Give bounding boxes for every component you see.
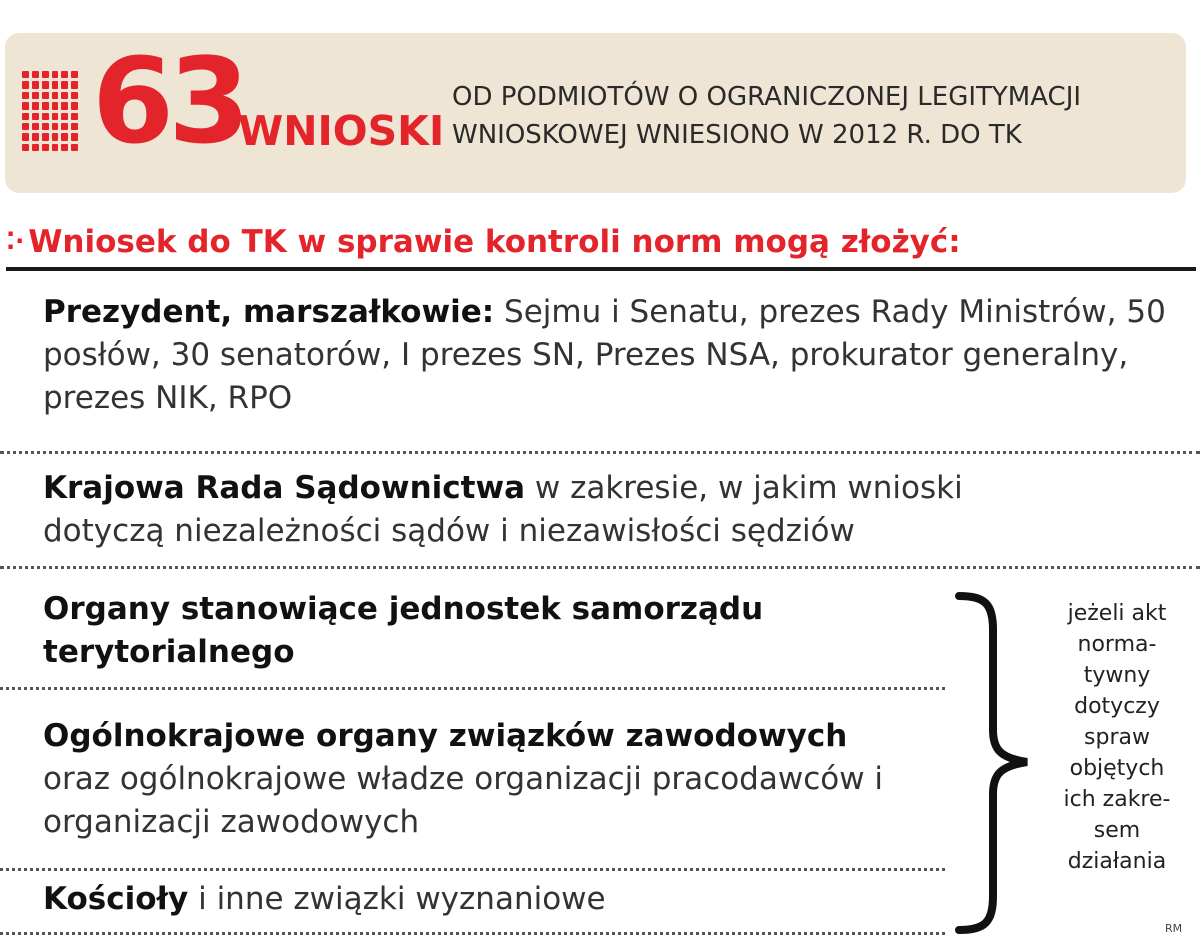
dot	[71, 123, 78, 130]
section-title-text: Wniosek do TK w sprawie kontroli norm mogą złożyć:	[28, 224, 961, 260]
dot	[61, 81, 68, 88]
divider	[0, 687, 945, 690]
dot	[32, 123, 39, 130]
dot	[32, 71, 39, 78]
dot	[71, 102, 78, 109]
dot	[42, 71, 49, 78]
dot	[22, 81, 29, 88]
item-text: w zakresie, w jakim wnioski dotyczą niezależności sądów i niezawisłości sędziów	[43, 470, 963, 549]
title-rule	[6, 267, 1196, 271]
dot	[71, 81, 78, 88]
dot	[61, 102, 68, 109]
list-item	[43, 588, 923, 674]
dot	[42, 123, 49, 130]
divider	[0, 868, 945, 871]
dot	[22, 133, 29, 140]
dot	[52, 81, 59, 88]
stat-description: OD PODMIOTÓW O OGRANICZONEJ LEGITYMACJI WNIOSKOWEJ WNIESIONO W 2012 R. DO TK	[452, 82, 1082, 150]
dot	[32, 102, 39, 109]
item-bold: Organy stanowiące jednostek samorządu terytorialnego	[43, 591, 764, 670]
dot	[52, 113, 59, 120]
dot	[32, 144, 39, 151]
dot	[42, 144, 49, 151]
divider	[0, 566, 1200, 569]
dot	[32, 133, 39, 140]
item-bold: Prezydent, marszałkowie:	[43, 294, 495, 330]
dot	[42, 113, 49, 120]
dot	[61, 71, 68, 78]
dot	[42, 92, 49, 99]
dot	[71, 92, 78, 99]
item-text: Sejmu i Senatu, prezes Rady Ministrów, 50 posłów, 30 senatorów, I prezes SN, Prezes NSA, prokurator generalny, prezes NIK, RPO	[43, 294, 1166, 416]
dot	[52, 133, 59, 140]
dot	[22, 144, 29, 151]
dot	[32, 81, 39, 88]
section-title	[6, 220, 961, 266]
dot	[32, 113, 39, 120]
dot	[42, 133, 49, 140]
dot	[52, 123, 59, 130]
dot	[42, 81, 49, 88]
dot-grid-icon	[22, 71, 78, 151]
item-text: oraz ogólnokrajowe władze organizacji pracodawców i organizacji zawodowych	[43, 761, 884, 840]
item-text: i inne związki wyznaniowe	[188, 881, 606, 917]
dot	[52, 92, 59, 99]
dot	[52, 102, 59, 109]
dot	[61, 113, 68, 120]
item-bold: Kościoły	[43, 881, 189, 917]
dot	[22, 113, 29, 120]
divider	[0, 451, 1200, 454]
dot	[22, 71, 29, 78]
item-bold: Krajowa Rada Sądownictwa	[43, 470, 526, 506]
curly-brace-icon	[955, 590, 1035, 935]
list-item	[43, 467, 1063, 553]
list-item	[43, 291, 1200, 420]
dot	[22, 123, 29, 130]
dot	[22, 92, 29, 99]
dot	[61, 123, 68, 130]
credit: RM	[1165, 922, 1183, 935]
dot	[52, 71, 59, 78]
list-item	[43, 878, 943, 921]
dot	[71, 71, 78, 78]
dot	[71, 144, 78, 151]
dot	[52, 144, 59, 151]
list-item	[43, 715, 973, 844]
stat-number: 63	[92, 32, 245, 170]
side-note: jeżeli akt norma-tywny dotyczy spraw objętych ich zakre-sem działania	[1063, 601, 1171, 874]
dot	[61, 133, 68, 140]
dot	[61, 144, 68, 151]
dot	[32, 92, 39, 99]
dot	[71, 113, 78, 120]
dot	[42, 102, 49, 109]
dot	[71, 133, 78, 140]
bullet-dots-icon: ⁚·	[6, 227, 25, 255]
stat-unit: WNIOSKI	[238, 107, 445, 155]
dot	[61, 92, 68, 99]
divider	[0, 932, 945, 935]
item-bold: Ogólnokrajowe organy związków zawodowych	[43, 718, 848, 754]
dot	[22, 102, 29, 109]
